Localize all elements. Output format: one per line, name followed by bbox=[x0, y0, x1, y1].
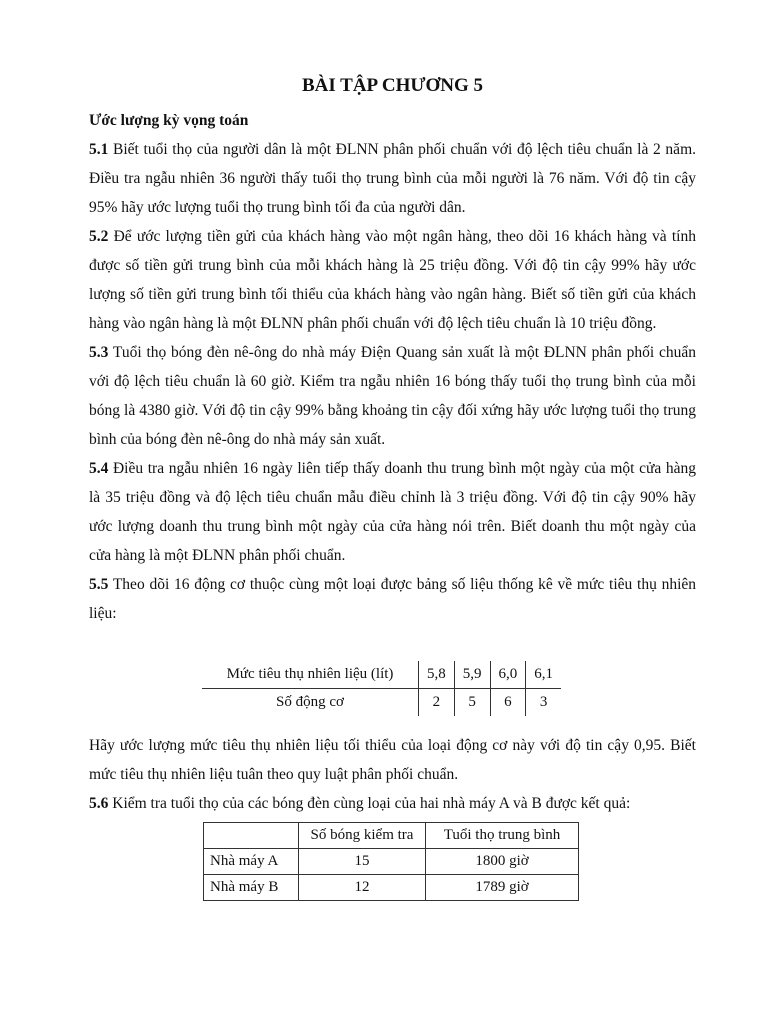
exercise-5-4 bbox=[89, 454, 696, 570]
table-cell: 2 bbox=[419, 689, 455, 717]
exercise-5-5 bbox=[89, 570, 696, 628]
exercise-text: Hãy ước lượng mức tiêu thụ nhiên liệu tối thiểu của loại động cơ này với độ tin cậy 0,95. Biết mức tiêu thụ nhiên liệu tuân theo quy luật phân phối chuẩn. bbox=[89, 737, 696, 783]
table-row bbox=[202, 661, 561, 689]
exercise-5-3 bbox=[89, 338, 696, 454]
exercise-5-5-continued bbox=[89, 731, 696, 818]
table-cell: 5 bbox=[454, 689, 490, 717]
table-cell: 6 bbox=[490, 689, 526, 717]
table-row bbox=[204, 875, 579, 901]
table-header-cell: Tuổi thọ trung bình bbox=[426, 823, 579, 849]
exercise-text: Biết tuổi thọ của người dân là một ĐLNN phân phối chuẩn với độ lệch tiêu chuẩn là 2 năm. Điều tra ngẫu nhiên 36 người thấy tuổi thọ trung bình của mỗi người là 76 năm. Với độ tin cậy 95% hãy ước lượng tuổi thọ trung bình tối đa của người dân. bbox=[89, 141, 696, 216]
exercise-5-6 bbox=[89, 789, 696, 818]
table-cell: 1800 giờ bbox=[426, 849, 579, 875]
exercise-text: Theo dõi 16 động cơ thuộc cùng một loại được bảng số liệu thống kê về mức tiêu thụ nhiên liệu: bbox=[89, 576, 696, 622]
exercise-text: Tuổi thọ bóng đèn nê-ông do nhà máy Điện Quang sản xuất là một ĐLNN phân phối chuẩn với độ lệch tiêu chuẩn là 60 giờ. Kiểm tra ngẫu nhiên 16 bóng thấy tuổi thọ trung bình của mỗi bóng là 4380 giờ. Với độ tin cậy 99% bằng khoảng tin cậy đối xứng hãy ước lượng tuổi thọ trung bình của bóng đèn nê-ông do nhà máy sản xuất. bbox=[89, 344, 696, 448]
table-cell: Số động cơ bbox=[202, 689, 419, 717]
section-title: Ước lượng kỳ vọng toán bbox=[89, 112, 249, 129]
exercise-number: 5.1 bbox=[89, 141, 109, 158]
exercise-number: 5.6 bbox=[89, 795, 109, 812]
table-cell: Mức tiêu thụ nhiên liệu (lít) bbox=[202, 661, 419, 689]
table-cell: 6,0 bbox=[490, 661, 526, 689]
exercise-number: 5.3 bbox=[89, 344, 109, 361]
document-page bbox=[89, 72, 696, 628]
table-cell: 12 bbox=[299, 875, 426, 901]
fuel-consumption-table bbox=[202, 661, 561, 716]
table-cell: Nhà máy A bbox=[204, 849, 299, 875]
page-title: BÀI TẬP CHƯƠNG 5 bbox=[301, 75, 484, 96]
table-header-cell bbox=[204, 823, 299, 849]
table-row bbox=[204, 849, 579, 875]
exercise-number: 5.2 bbox=[89, 228, 109, 245]
exercise-5-1 bbox=[89, 135, 696, 222]
exercise-number: 5.4 bbox=[89, 460, 109, 477]
table-cell: 6,1 bbox=[526, 661, 561, 689]
table-cell: Nhà máy B bbox=[204, 875, 299, 901]
exercise-5-2 bbox=[89, 222, 696, 338]
table-cell: 15 bbox=[299, 849, 426, 875]
table-header-cell: Số bóng kiểm tra bbox=[299, 823, 426, 849]
table-header-row bbox=[204, 823, 579, 849]
exercise-text: Để ước lượng tiền gửi của khách hàng vào một ngân hàng, theo dõi 16 khách hàng và tính được số tiền gửi trung bình của mỗi khách hàng là 25 triệu đồng. Với độ tin cậy 99% hãy ước lượng số tiền gửi trung bình tối thiểu của khách hàng vào ngân hàng. Biết số tiền gửi của khách hàng vào ngân hàng là một ĐLNN phân phối chuẩn với độ lệch tiêu chuẩn là 10 triệu đồng. bbox=[89, 228, 696, 332]
exercise-text: Kiểm tra tuổi thọ của các bóng đèn cùng loại của hai nhà máy A và B được kết quả: bbox=[108, 795, 631, 812]
table-cell: 3 bbox=[539, 694, 548, 710]
exercise-text: Điều tra ngẫu nhiên 16 ngày liên tiếp thấy doanh thu trung bình một ngày của một cửa hàng là 35 triệu đồng và độ lệch tiêu chuẩn mẫu điều chỉnh là 3 triệu đồng. Với độ tin cậy 90% hãy ước lượng doanh thu trung bình một ngày của cửa hàng nói trên. Biết doanh thu một ngày của cửa hàng là một ĐLNN phân phối chuẩn. bbox=[89, 460, 696, 564]
table-cell: 5,9 bbox=[454, 661, 490, 689]
factory-comparison-table bbox=[203, 822, 579, 901]
table-row bbox=[202, 689, 561, 717]
table-cell: 5,8 bbox=[419, 661, 455, 689]
exercise-number: 5.5 bbox=[89, 576, 109, 593]
table-cell: 1789 giờ bbox=[426, 875, 579, 901]
